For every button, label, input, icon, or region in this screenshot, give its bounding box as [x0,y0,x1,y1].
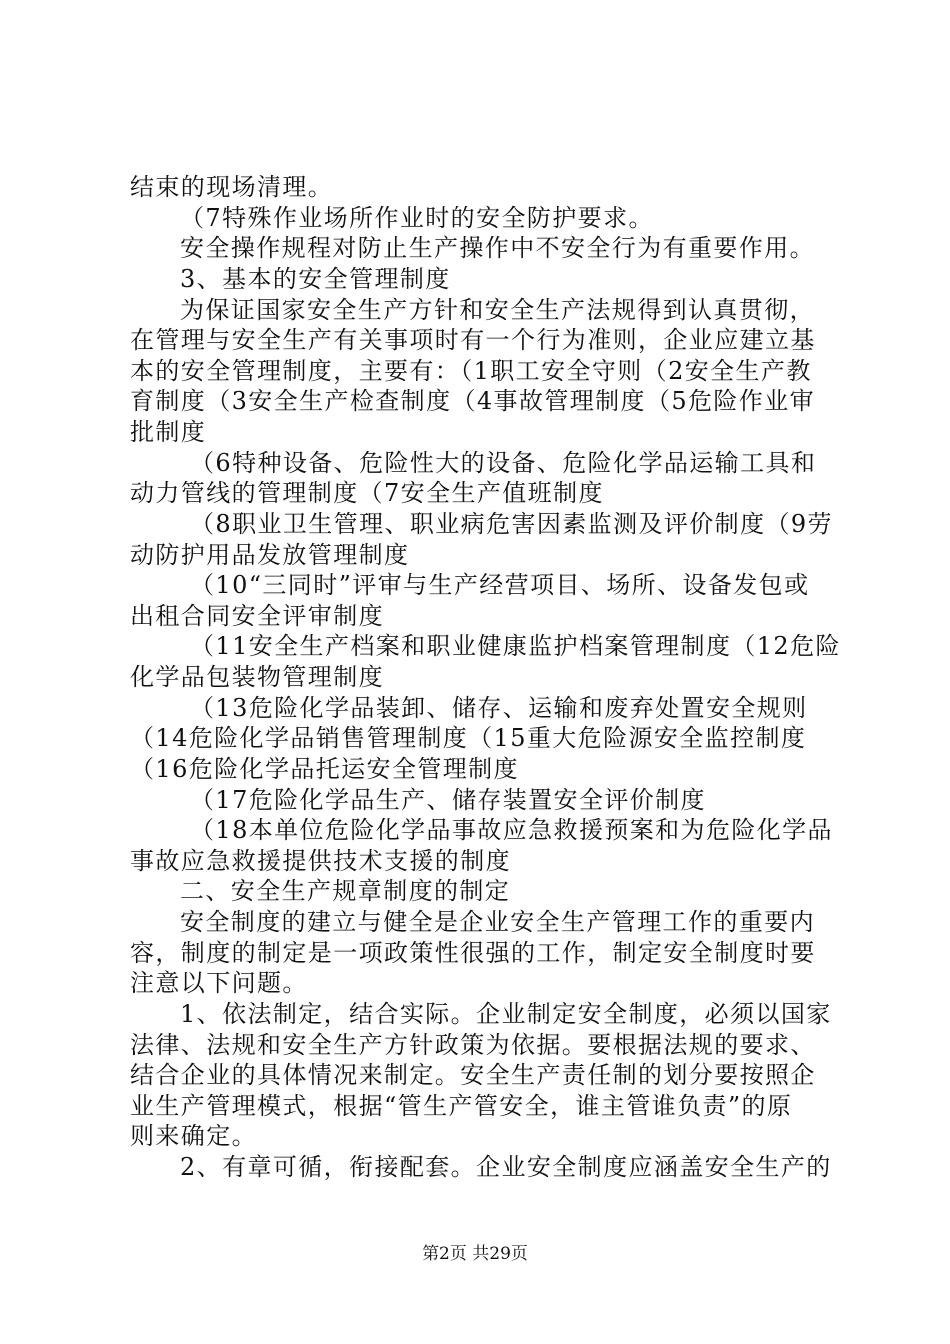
text-line: 安全操作规程对防止生产操作中不安全行为有重要作用。 [180,234,815,262]
section-heading: 3、基本的安全管理制度 [180,265,451,293]
text-line: 批制度 [130,418,207,446]
text-line: 化学品包装物管理制度 [130,663,384,691]
text-line: （14危险化学品销售管理制度（15重大危险源安全监控制度 [130,724,807,752]
text-line: 本的安全管理制度，主要有：（1职工安全守则（2安全生产教 [130,357,812,385]
text-line: 安全制度的建立与健全是企业安全生产管理工作的重要内 [180,908,815,936]
page-number-footer: 第2页 共29页 [422,1244,528,1264]
text-line: 容，制度的制定是一项政策性很强的工作，制定安全制度时要 [130,939,816,967]
text-line: 业生产管理模式，根据“管生产管安全，谁主管谁负责”的原 [130,1092,793,1120]
text-line: （16危险化学品托运安全管理制度 [130,755,519,783]
section-heading: 二、安全生产规章制度的制定 [180,877,511,905]
text-line: （6特种设备、危险性大的设备、危险化学品运输工具和 [190,449,817,477]
text-line: 出租合同安全评审制度 [130,602,384,630]
text-line: （13危险化学品装卸、储存、运输和废弃处置安全规则 [190,694,808,722]
text-line: 法律、法规和安全生产方针政策为依据。要根据法规的要求、 [130,1031,816,1059]
text-line: 注意以下问题。 [130,969,308,997]
text-line: 在管理与安全生产有关事项时有一个行为准则，企业应建立基 [130,326,816,354]
text-line: 结合企业的具体情况来制定。安全生产责任制的划分要按照企 [130,1061,816,1089]
text-line: 为保证国家安全生产方针和安全生产法规得到认真贯彻， [180,296,815,324]
text-line: 则来确定。 [130,1122,257,1150]
text-line: 结束的现场清理。 [130,173,334,201]
text-line: 动力管线的管理制度（7安全生产值班制度 [130,479,604,507]
text-line: （11安全生产档案和职业健康监护档案管理制度（12危险 [190,632,841,660]
text-line: 事故应急救援提供技术支援的制度 [130,847,511,875]
text-line: （8职业卫生管理、职业病危害因素监测及评价制度（9劳 [190,510,833,538]
text-line: 动防护用品发放管理制度 [130,541,410,569]
text-line: 育制度（3安全生产检查制度（4事故管理制度（5危险作业审 [130,387,816,415]
text-line: （7特殊作业场所作业时的安全防护要求。 [180,204,654,232]
text-line: （18本单位危险化学品事故应急救援预案和为危险化学品 [190,816,833,844]
text-line: 1、依法制定，结合实际。企业制定安全制度，必须以国家 [180,1000,832,1028]
text-line: 2、有章可循，衔接配套。企业安全制度应涵盖安全生产的 [180,1153,832,1181]
text-line: （17危险化学品生产、储存装置安全评价制度 [190,786,706,814]
text-line: （10“三同时”评审与生产经营项目、场所、设备发包或 [190,571,810,599]
